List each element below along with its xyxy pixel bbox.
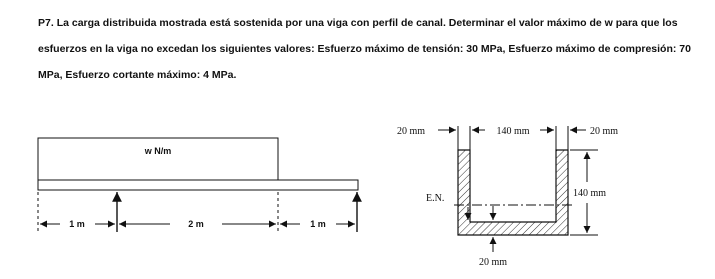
span-label-1: 1 m <box>69 219 85 229</box>
web-width-label: 140 mm <box>496 126 530 137</box>
load-label: w N/m <box>144 146 172 156</box>
flange-left-label: 20 mm <box>397 126 426 137</box>
problem-text: La carga distribuida mostrada está sostenida por una viga con perfil de canal. Determinar el valor máximo de w para que los esfuerzos en la viga no excedan los siguientes valores: Esfuerzo máximo de tensión: 30 MPa, Esfuerzo máximo de compresión: 70 MPa, Esfuerzo cortante máximo: 4 MPa. <box>38 17 691 81</box>
flange-right-label: 20 mm <box>590 126 619 137</box>
span-label-2: 2 m <box>188 219 204 229</box>
problem-number: P7. <box>38 17 54 29</box>
span-label-3: 1 m <box>310 219 326 229</box>
channel-profile <box>458 150 568 235</box>
beam-diagram <box>38 138 358 234</box>
thickness-label: 20 mm <box>478 257 508 268</box>
channel-section <box>397 126 618 268</box>
height-label: 140 mm <box>573 188 607 199</box>
distributed-load-block <box>38 138 278 180</box>
neutral-axis-label: E.N. <box>426 193 445 204</box>
beam <box>38 180 358 190</box>
